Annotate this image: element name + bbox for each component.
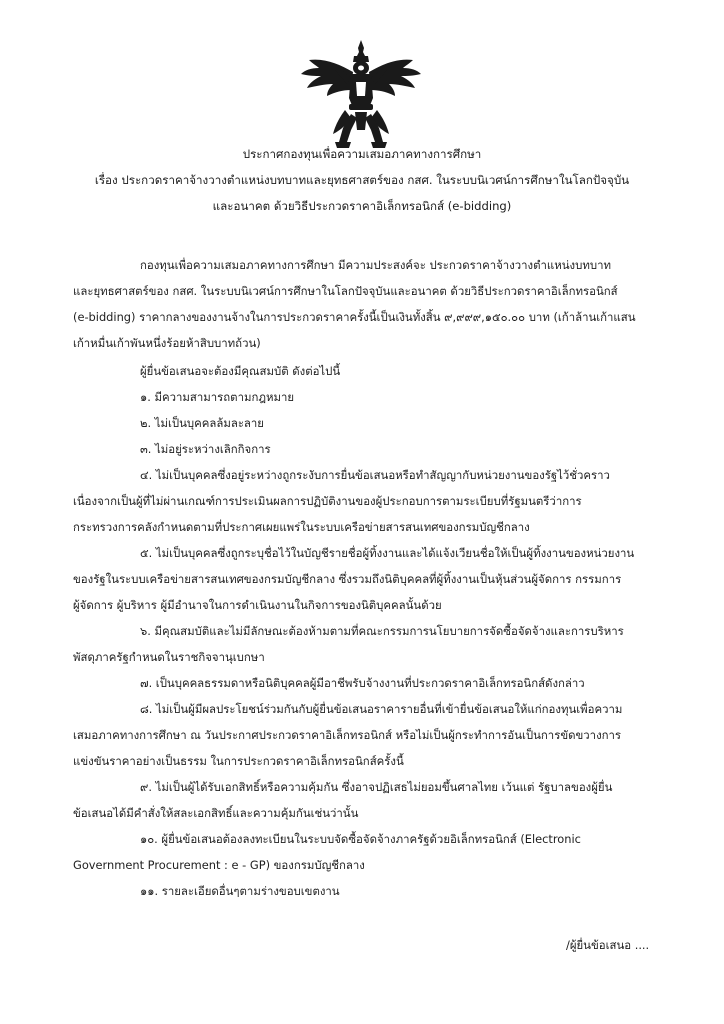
- list-item: ๔. ไม่เป็นบุคคลซึ่งอยู่ระหว่างถูกระงับการยื่นข้อเสนอหรือทำสัญญากับหน่วยงานของรัฐไว้ชั่วคราว: [140, 468, 610, 482]
- list-item-continued: ผู้จัดการ ผู้บริหาร ผู้มีอำนาจในการดำเนินงานในกิจการของนิติบุคคลนั้นด้วย: [73, 598, 442, 612]
- list-item: ๑. มีความสามารถตามกฎหมาย: [140, 390, 295, 404]
- paragraph-line: เก้าหมื่นเก้าพันหนึ่งร้อยห้าสิบบาทถ้วน): [73, 336, 261, 350]
- announcement-title: ประกาศกองทุนเพื่อความเสมอภาคทางการศึกษา: [242, 147, 482, 161]
- list-item-continued: เสมอภาคทางการศึกษา ณ วันประกาศประกวดราคาอิเล็กทรอนิกส์ หรือไม่เป็นผู้กระทำการอันเป็นการขัดขวางการ: [73, 728, 622, 742]
- garuda-emblem-icon: [299, 38, 423, 150]
- list-item-continued: พัสดุภาครัฐกำหนดในราชกิจจานุเบกษา: [73, 650, 265, 664]
- announcement-subject: เรื่อง ประกวดราคาจ้างวางตำแหน่งบทบาทและยุทธศาสตร์ของ กสศ. ในระบบนิเวศน์การศึกษาในโลกปัจจุบัน: [94, 173, 630, 187]
- qualifications-intro: ผู้ยื่นข้อเสนอจะต้องมีคุณสมบัติ ดังต่อไปนี้: [140, 364, 341, 378]
- list-item: ๒. ไม่เป็นบุคคลล้มละลาย: [140, 416, 264, 430]
- list-item-continued: Government Procurement : e - GP) ของกรมบัญชีกลาง: [73, 858, 365, 872]
- paragraph-line: กองทุนเพื่อความเสมอภาคทางการศึกษา มีความประสงค์จะ ประกวดราคาจ้างวางตำแหน่งบทบาท: [140, 258, 611, 272]
- list-item: ๘. ไม่เป็นผู้มีผลประโยชน์ร่วมกันกับผู้ยื่นข้อเสนอราคารายอื่นที่เข้ายื่นข้อเสนอให้แก่กองทุนเพื่อความ: [140, 702, 623, 716]
- list-item: ๓. ไม่อยู่ระหว่างเลิกกิจการ: [140, 442, 271, 456]
- list-item-continued: ของรัฐในระบบเครือข่ายสารสนเทศของกรมบัญชีกลาง ซึ่งรวมถึงนิติบุคคลที่ผู้ทิ้งงานเป็นหุ้นส่วนผู้จัดการ กรรมการ: [73, 572, 622, 586]
- paragraph-line: (e-bidding) ราคากลางของงานจ้างในการประกวดราคาครั้งนี้เป็นเงินทั้งสิ้น ๙,๙๙๙,๑๕๐.๐๐ บาท (เก้าล้านเก้าแสน: [73, 310, 636, 324]
- continued-marker: /ผู้ยื่นข้อเสนอ ....: [566, 938, 650, 952]
- list-item-continued: เนื่องจากเป็นผู้ที่ไม่ผ่านเกณฑ์การประเมินผลการปฏิบัติงานของผู้ประกอบการตามระเบียบที่รัฐมนตรีว่าการ: [73, 494, 582, 508]
- list-item: ๑๑. รายละเอียดอื่นๆตามร่างขอบเขตงาน: [140, 884, 340, 898]
- list-item: ๗. เป็นบุคคลธรรมดาหรือนิติบุคคลผู้มีอาชีพรับจ้างงานที่ประกวดราคาอิเล็กทรอนิกส์ดังกล่าว: [140, 676, 585, 690]
- list-item: ๙. ไม่เป็นผู้ได้รับเอกสิทธิ์หรือความคุ้มกัน ซึ่งอาจปฏิเสธไม่ยอมขึ้นศาลไทย เว้นแต่ รัฐบาลของผู้ยื่น: [140, 780, 613, 794]
- announcement-subject-continued: และอนาคต ด้วยวิธีประกวดราคาอิเล็กทรอนิกส์ (e-bidding): [212, 199, 512, 213]
- list-item: ๕. ไม่เป็นบุคคลซึ่งถูกระบุชื่อไว้ในบัญชีรายชื่อผู้ทิ้งงานและได้แจ้งเวียนชื่อให้เป็นผู้ทิ้งงานของหน่วยงาน: [140, 546, 635, 560]
- list-item-continued: แข่งขันราคาอย่างเป็นธรรม ในการประกวดราคาอิเล็กทรอนิกส์ครั้งนี้: [73, 754, 404, 768]
- list-item-continued: กระทรวงการคลังกำหนดตามที่ประกาศเผยแพร่ในระบบเครือข่ายสารสนเทศของกรมบัญชีกลาง: [73, 520, 530, 534]
- list-item-continued: ข้อเสนอได้มีคำสั่งให้สละเอกสิทธิ์และความคุ้มกันเช่นว่านั้น: [73, 806, 359, 820]
- list-item: ๖. มีคุณสมบัติและไม่มีลักษณะต้องห้ามตามที่คณะกรรมการนโยบายการจัดซื้อจัดจ้างและการบริหาร: [140, 624, 624, 638]
- paragraph-line: และยุทธศาสตร์ของ กสศ. ในระบบนิเวศน์การศึกษาในโลกปัจจุบันและอนาคต ด้วยวิธีประกวดราคาอิเล็กทรอนิกส์: [73, 284, 618, 298]
- list-item: ๑๐. ผู้ยื่นข้อเสนอต้องลงทะเบียนในระบบจัดซื้อจัดจ้างภาครัฐด้วยอิเล็กทรอนิกส์ (Electronic: [140, 832, 581, 846]
